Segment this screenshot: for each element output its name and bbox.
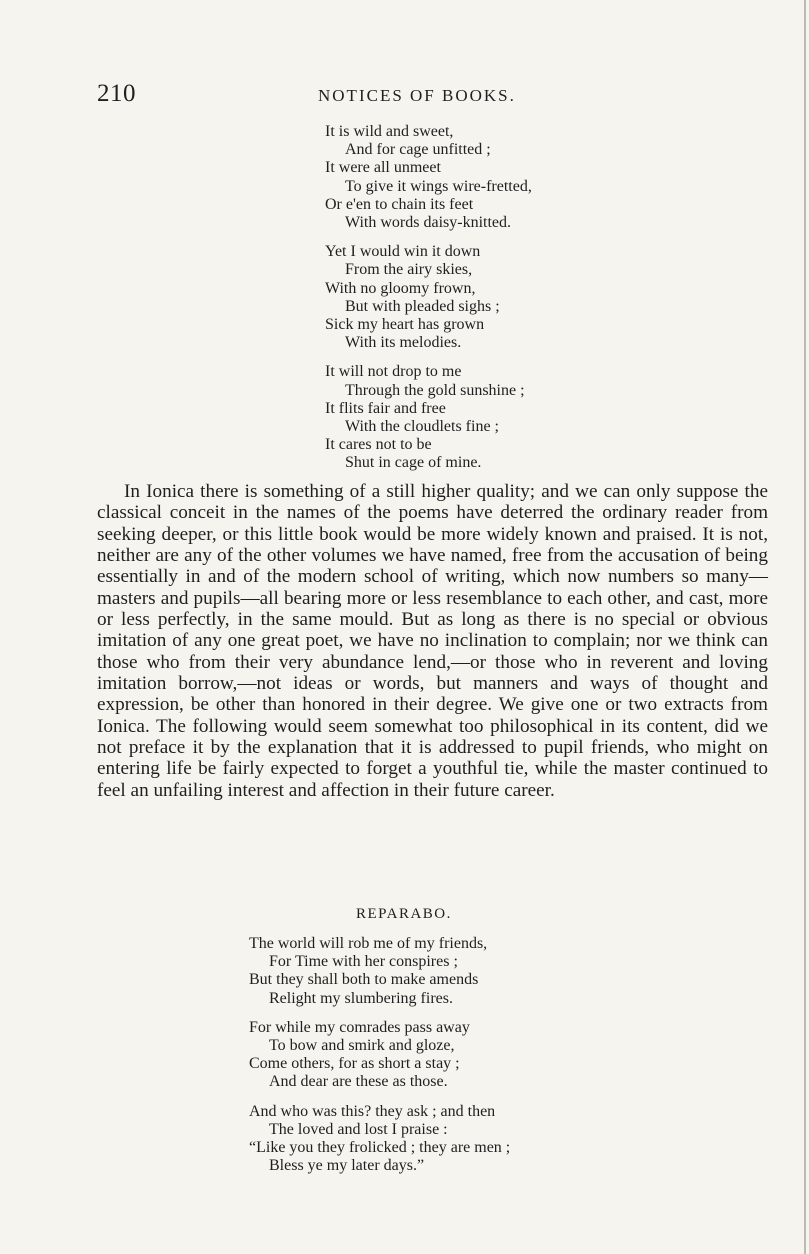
poem-line: And who was this? they ask ; and then xyxy=(249,1102,496,1120)
poem-line: And for cage unfitted ; xyxy=(345,141,491,159)
poem-line: Relight my slumbering fires. xyxy=(269,989,453,1007)
poem-line: To give it wings wire-fretted, xyxy=(345,177,532,195)
poem-one xyxy=(325,123,532,484)
poem-title: REPARABO. xyxy=(356,906,452,922)
poem-line: It is wild and sweet, xyxy=(325,123,454,140)
running-head: NOTICES OF BOOKS. xyxy=(318,86,516,105)
poem-one-stanza-1 xyxy=(325,123,532,232)
page-edge-divider xyxy=(804,0,806,1254)
poem-one-stanza-3 xyxy=(325,363,532,472)
poem-line: Bless ye my later days.” xyxy=(269,1157,425,1175)
poem-line: Sick my heart has grown xyxy=(325,316,485,334)
poem-line: Or e'en to chain its feet xyxy=(325,195,474,213)
poem-reparabo xyxy=(249,935,510,1186)
poem-line: With its melodies. xyxy=(345,334,462,352)
poem-line: Shut in cage of mine. xyxy=(345,454,482,472)
poem-line: But they shall both to make amends xyxy=(249,971,479,989)
body-paragraph: In Ionica there is something of a still higher quality; and we can only suppose the classical conceit in the names of the poems have deterred the ordinary reader from seeking deeper, or this little book would be more widely known and praised. It is not, neither are any of the other volumes we have named, free from the accusation of being essentially in and of the modern school of writing, which now numbers so many—masters and pupils—all bearing more or less resemblance to each other, and cast, more or less perfectly, in the same mould. But as long as there is no special or obvious imitation of any one great poet, we have no inclination to complain; nor we think can those who from their very abundance lend,—or those who in reverent and loving imitation borrow,—not ideas or words, but manners and ways of thought and expression, be other than honored in their degree. We give one or two extracts from Ionica. The following would seem somewhat too philosophical in its content, did we not preface it by the explanation that it is addressed to pupil friends, who might on entering life be fairly expected to forget a youthful tie, while the master continued to feel an unfailing interest and affection in their future career. xyxy=(97,481,768,801)
poem-line: With the cloudlets fine ; xyxy=(345,418,499,436)
poem-one-stanza-2 xyxy=(325,243,532,352)
poem-line: It were all unmeet xyxy=(325,159,441,177)
poem-line: Yet I would win it down xyxy=(325,243,481,261)
poem-line: With no gloomy frown, xyxy=(325,279,476,297)
poem-line: For while my comrades pass away xyxy=(249,1018,470,1036)
body-text xyxy=(97,481,768,801)
poem-line: With words daisy-knitted. xyxy=(345,214,511,232)
poem-line: To bow and smirk and gloze, xyxy=(269,1037,455,1055)
poem-line: “Like you they frolicked ; they are men ; xyxy=(249,1139,511,1157)
poem-line: The world will rob me of my friends, xyxy=(249,935,488,952)
poem-two-stanza-1 xyxy=(249,935,510,1008)
poem-line: And dear are these as those. xyxy=(269,1073,448,1091)
poem-line: It will not drop to me xyxy=(325,363,462,381)
poem-line: Through the gold sunshine ; xyxy=(345,381,525,399)
poem-line: But with pleaded sighs ; xyxy=(345,297,500,315)
poem-line: From the airy skies, xyxy=(345,261,473,279)
poem-two-stanza-3 xyxy=(249,1103,510,1176)
page-number: 210 xyxy=(97,80,136,107)
poem-line: The loved and lost I praise : xyxy=(269,1120,448,1138)
poem-line: For Time with her conspires ; xyxy=(269,953,458,971)
poem-line: Come others, for as short a stay ; xyxy=(249,1055,460,1073)
poem-line: It flits fair and free xyxy=(325,399,446,417)
poem-two-stanza-2 xyxy=(249,1019,510,1092)
poem-line: It cares not to be xyxy=(325,436,432,454)
